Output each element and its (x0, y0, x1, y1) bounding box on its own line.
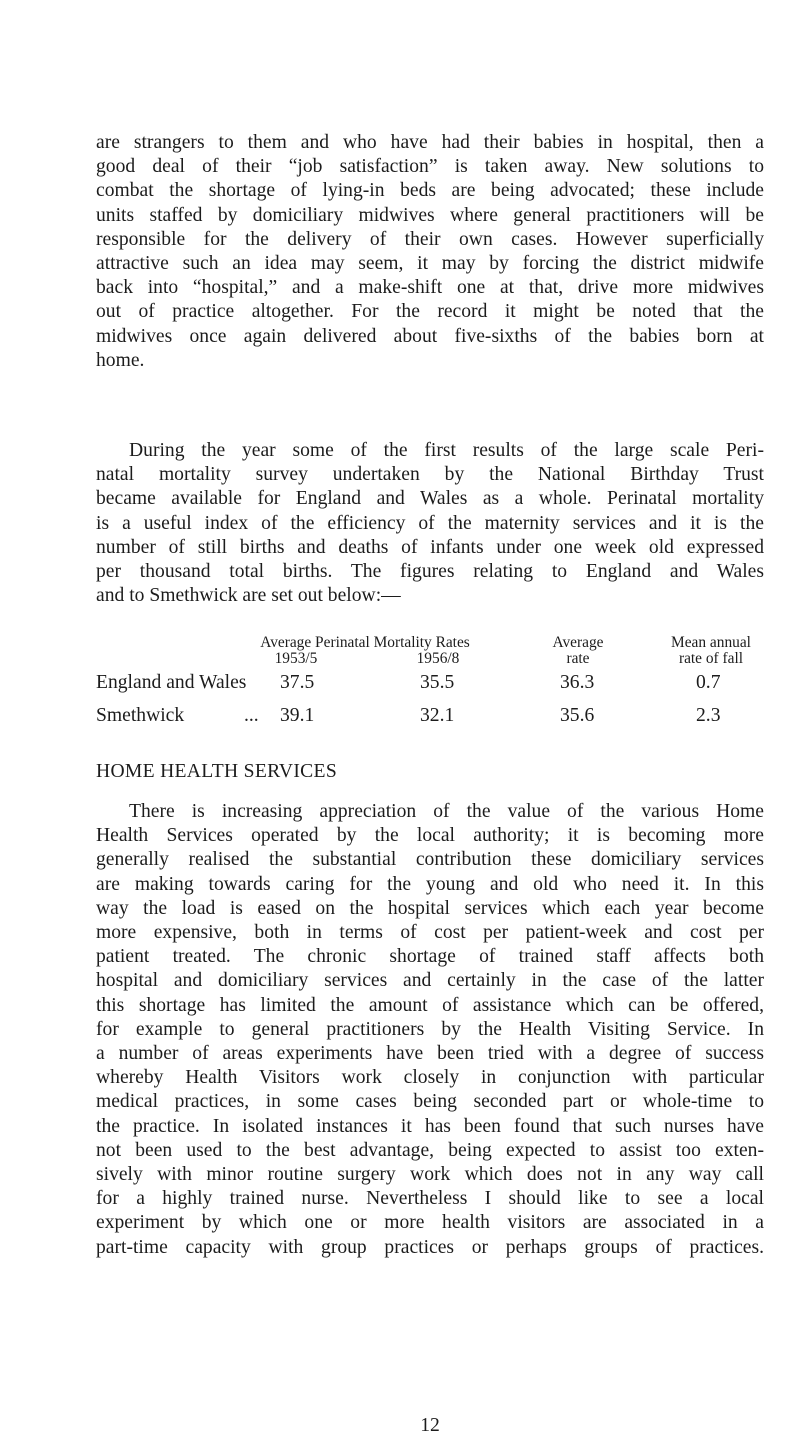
value-mean-fall: 2.3 (696, 705, 721, 726)
text-line: hospital and domiciliary services and certainly in the case of the latter (96, 970, 764, 992)
text-line: good deal of their “job satisfaction” is taken away. New solutions to (96, 156, 764, 178)
text-line: more expensive, both in terms of cost per patient-week and cost per (96, 922, 764, 944)
text-line: There is increasing appreciation of the value of the various Home (129, 801, 764, 822)
home-health-paragraph (96, 800, 764, 1260)
text-line: per thousand total births. The figures relating to England and Wales (96, 561, 764, 583)
text-line: patient treated. The chronic shortage of trained staff affects both (96, 946, 764, 968)
intro-paragraph (96, 131, 764, 373)
text-line: number of still births and deaths of infants under one week old expressed (96, 536, 764, 558)
text-line: way the load is eased on the hospital services which each year become (96, 897, 764, 919)
value-1953-5: 37.5 (280, 672, 315, 693)
text-line: generally realised the substantial contribution these domiciliary services (96, 849, 764, 871)
text-line: sively with minor routine surgery work which does not in any way call (96, 1164, 764, 1186)
perinatal-mortality-table (96, 635, 764, 735)
column-header-average-line2: rate (566, 650, 590, 667)
row-leader-dots: ... (244, 705, 259, 726)
text-line: During the year some of the first results of the large scale Peri- (129, 440, 764, 461)
text-line: are strangers to them and who have had their babies in hospital, then a (96, 132, 764, 153)
text-line: whereby Health Visitors work closely in conjunction with particular (96, 1067, 764, 1089)
text-line: not been used to the best advantage, being expected to assist too exten- (96, 1139, 764, 1161)
value-mean-fall: 0.7 (696, 672, 721, 693)
column-header-fall-line2: rate of fall (678, 650, 744, 667)
page-number: 12 (420, 1415, 440, 1436)
text-line: a number of areas experiments have been tried with a degree of success (96, 1043, 764, 1065)
section-heading: HOME HEALTH SERVICES (96, 761, 338, 782)
value-1956-8: 32.1 (420, 705, 455, 726)
value-1956-8: 35.5 (420, 672, 455, 693)
text-line: is a useful index of the efficiency of the maternity services and it is the (96, 512, 764, 534)
text-line: out of practice altogether. For the record it might be noted that the (96, 301, 764, 323)
text-line: became available for England and Wales as a whole. Perinatal mortality (96, 488, 764, 510)
column-header-1956-8: 1956/8 (416, 650, 460, 667)
text-line: home. (96, 349, 145, 371)
text-line: units staffed by domiciliary midwives where general practitioners will be (96, 204, 764, 226)
value-average-rate: 36.3 (560, 672, 595, 693)
column-header-average-line1: Average (552, 634, 604, 651)
text-line: the practice. In isolated instances it has been found that such nurses have (96, 1115, 764, 1137)
row-label: Smethwick (96, 705, 185, 726)
column-header-1953-5: 1953/5 (274, 650, 318, 667)
text-line: medical practices, in some cases being seconded part or whole-time to (96, 1091, 764, 1113)
text-line: attractive such an idea may seem, it may by forcing the district midwife (96, 253, 764, 275)
text-line: experiment by which one or more health visitors are associated in a (96, 1212, 764, 1234)
text-line: are making towards caring for the young and old who need it. In this (96, 873, 764, 895)
text-line: back into “hospital,” and a make-shift one at that, drive more midwives (96, 277, 764, 299)
text-line: midwives once again delivered about five-sixths of the babies born at (96, 325, 764, 347)
text-line: for a highly trained nurse. Nevertheless I should like to see a local (96, 1188, 764, 1210)
row-label: England and Wales (96, 672, 247, 693)
text-line: and to Smethwick are set out below:— (96, 585, 401, 607)
value-1953-5: 39.1 (280, 705, 315, 726)
perinatal-paragraph (96, 439, 764, 608)
text-line: Health Services operated by the local authority; it is becoming more (96, 825, 764, 847)
group-header: Average Perinatal Mortality Rates (260, 634, 470, 651)
text-line: responsible for the delivery of their own cases. However superficially (96, 228, 764, 250)
text-line: for example to general practitioners by the Health Visiting Service. In (96, 1018, 764, 1040)
column-header-fall-line1: Mean annual (671, 634, 751, 651)
text-line: natal mortality survey undertaken by the National Birthday Trust (96, 464, 764, 486)
value-average-rate: 35.6 (560, 705, 595, 726)
text-line: combat the shortage of lying-in beds are being advocated; these include (96, 180, 764, 202)
text-line: part-time capacity with group practices or perhaps groups of practices. (96, 1236, 764, 1258)
text-line: this shortage has limited the amount of assistance which can be offered, (96, 994, 764, 1016)
